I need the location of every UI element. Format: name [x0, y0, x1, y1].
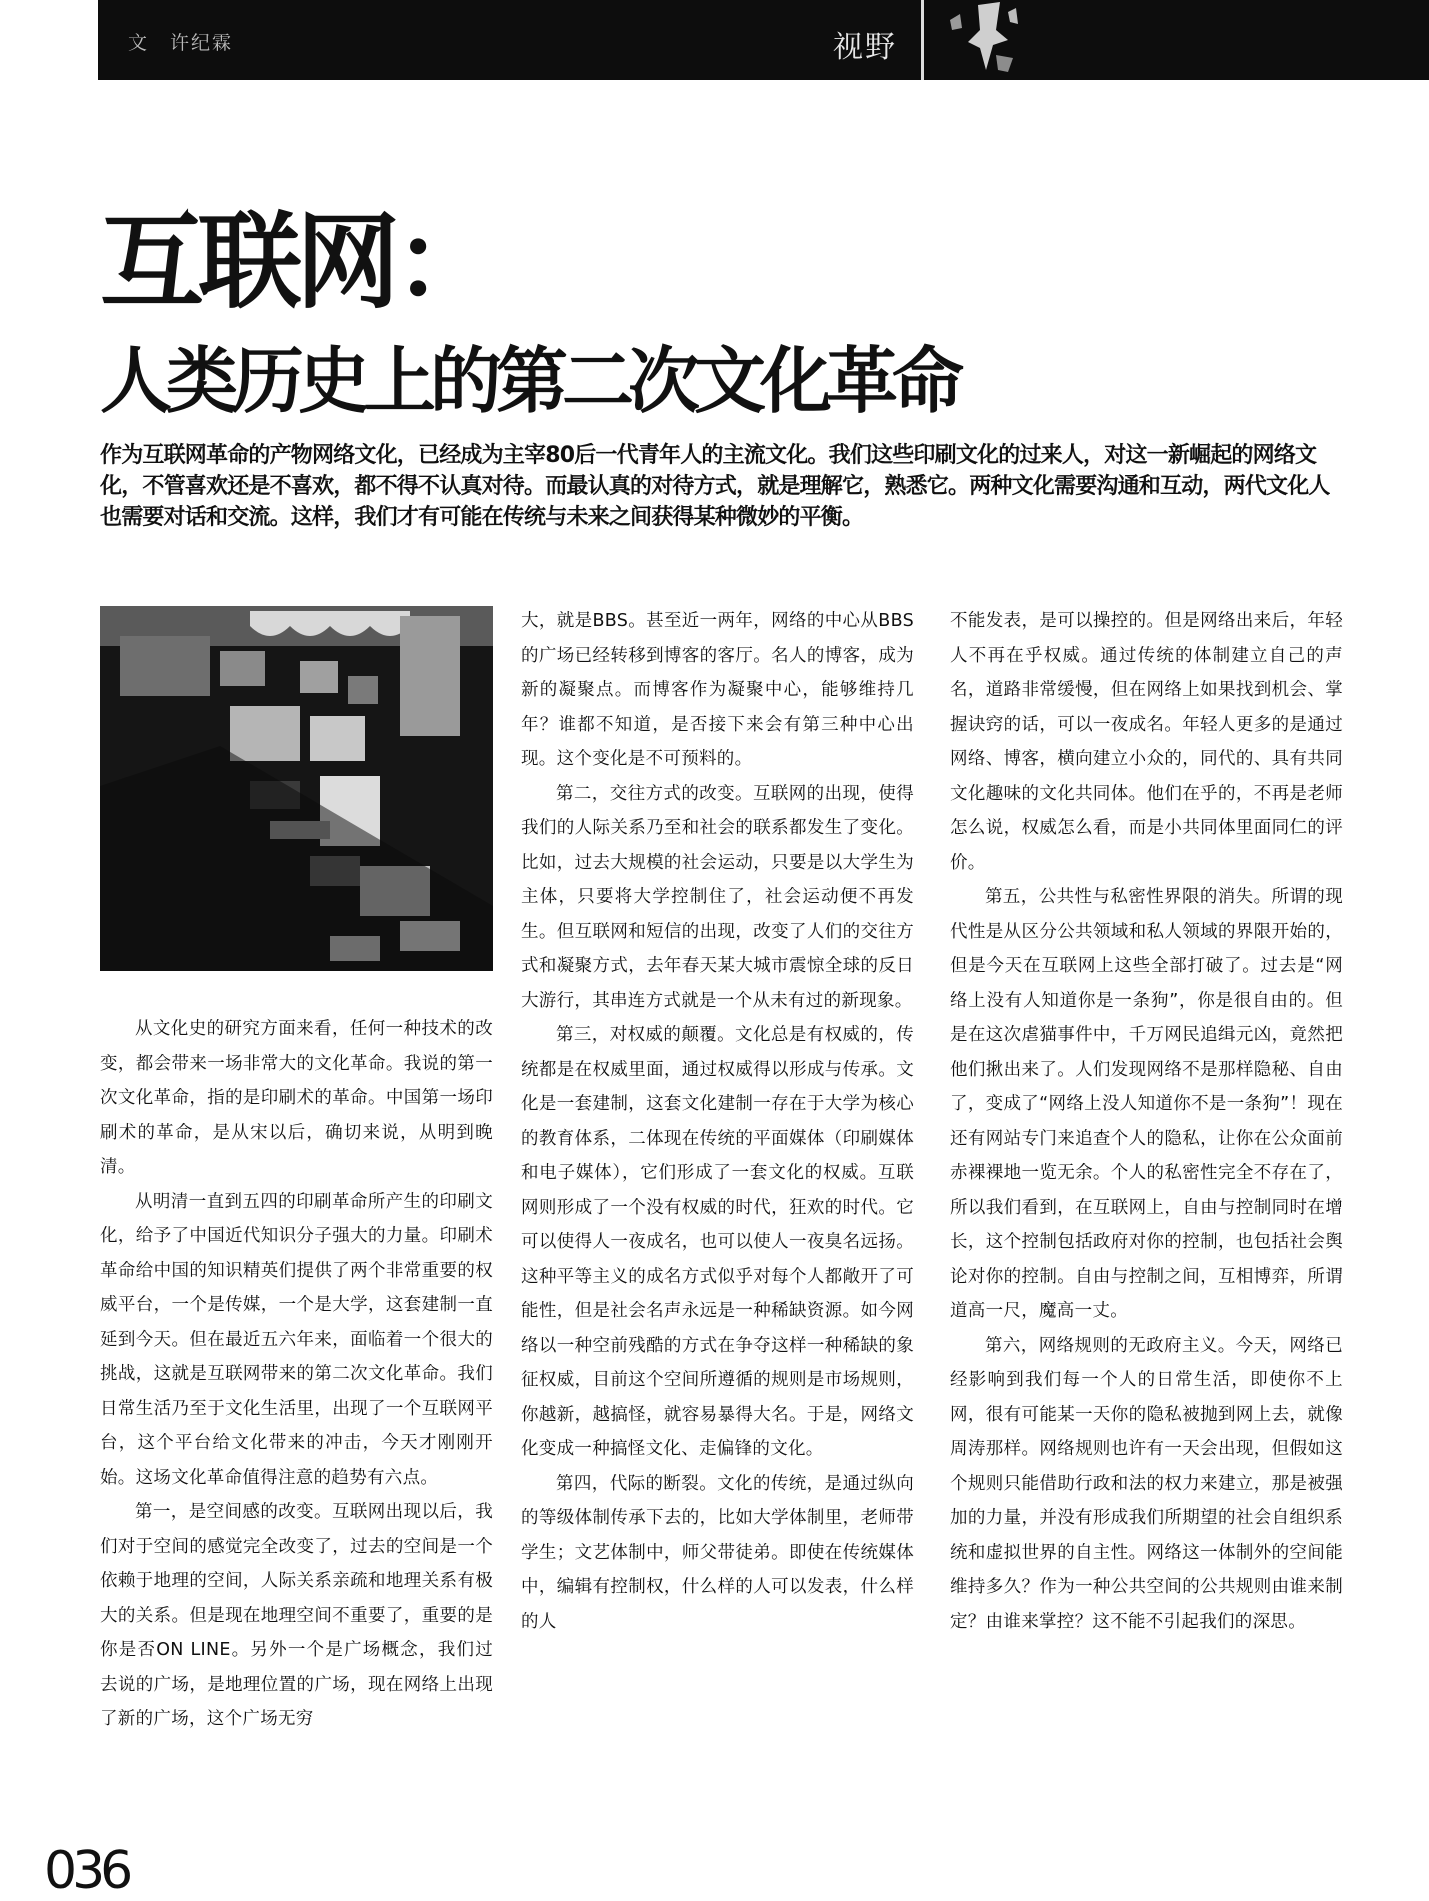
header-decoration-graphic [938, 0, 1033, 80]
paragraph: 从文化史的研究方面来看，任何一种技术的改变，都会带来一场非常大的文化革命。我说的第一次文化革命，指的是印刷术的革命。中国第一场印刷术的革命，是从宋以后，确切来说，从明到晚清。 [100, 1019, 493, 1177]
article-lede: 作为互联网革命的产物网络文化，已经成为主宰80后一代青年人的主流文化。我们这些印刷文化的过来人，对这一新崛起的网络文化，不管喜欢还是不喜欢，都不得不认真对待。而最认真的对待方式，就是理解它，熟悉它。两种文化需要沟通和互动，两代文化人也需要对话和交流。这样，我们才有可能在传统与未来之间获得某种微妙的平衡。 [100, 443, 1330, 530]
paragraph: 第二，交往方式的改变。互联网的出现，使得我们的人际关系乃至和社会的联系都发生了变化。比如，过去大规模的社会运动，只要是以大学生为主体，只要将大学控制住了，社会运动便不再发生。但互联网和短信的出现，改变了人们的交往方式和凝聚方式，去年春天某大城市震惊全球的反日大游行，其串连方式就是一个从未有过的新现象。 [521, 783, 914, 1011]
paragraph: 第三，对权威的颠覆。文化总是有权威的，传统都是在权威里面，通过权威得以形成与传承。文化是一套建制，这套文化建制一存在于大学为核心的教育体系，二体现在传统的平面媒体（印刷媒体和电子媒体），它们形成了一套文化的权威。互联网则形成了一个没有权威的时代，狂欢的时代。它可以使得人一夜成名，也可以使人一夜臭名远扬。这种平等主义的成名方式似乎对每个人都敞开了可能性，但是社会名声永远是一种稀缺资源。如今网络以一种空前残酷的方式在争夺这样一种稀缺的象征权威，目前这个空间所遵循的规则是市场规则，你越新，越搞怪，就容易暴得大名。于是，网络文化变成一种搞怪文化、走偏锋的文化。 [521, 1025, 914, 1459]
paragraph: 大，就是BBS。甚至近一两年，网络的中心从BBS的广场已经转移到博客的客厅。名人的博客，成为新的凝聚点。而博客作为凝聚中心，能够维持几年？谁都不知道，是否接下来会有第三种中心出现。这个变化是不可预料的。 [521, 611, 914, 769]
paragraph: 第四，代际的断裂。文化的传统，是通过纵向的等级体制传承下去的，比如大学体制里，老师带学生；文艺体制中，师父带徒弟。即使在传统媒体中，编辑有控制权，什么样的人可以发表，什么样的人 [521, 1473, 914, 1632]
section-label: 视野 [833, 30, 897, 65]
paragraph: 第一，是空间感的改变。互联网出现以后，我们对于空间的感觉完全改变了，过去的空间是一个依赖于地理的空间，人际关系亲疏和地理关系有极大的关系。但是现在地理空间不重要了，重要的是你是否ON LINE。另外一个是广场概念，我们过去说的广场，是地理位置的广场，现在网络上出现了新的广场，这个广场无穷 [100, 1502, 493, 1729]
header-divider [921, 0, 924, 80]
header-bar [98, 0, 1429, 80]
paragraph: 不能发表，是可以操控的。但是网络出来后，年轻人不再在乎权威。通过传统的体制建立自己的声名，道路非常缓慢，但在网络上如果找到机会、掌握诀窍的话，可以一夜成名。年轻人更多的是通过网络、博客，横向建立小众的，同代的、具有共同文化趣味的文化共同体。他们在乎的，不再是老师怎么说，权威怎么看，而是小共同体里面同仁的评价。 [950, 611, 1343, 873]
page-number: 036 [44, 1841, 129, 1901]
text-column-2 [521, 604, 914, 1639]
paragraph: 第六，网络规则的无政府主义。今天，网络已经影响到我们每一个人的日常生活，即使你不上网，很有可能某一天你的隐私被抛到网上去，就像周涛那样。网络规则也许有一天会出现，但假如这个规则只能借助行政和法的权力来建立，那是被强加的力量，并没有形成我们所期望的社会自组织系统和虚拟世界的自主性。网络这一体制外的空间能维持多久？作为一种公共空间的公共规则由谁来制定？由谁来掌控？这不能不引起我们的深思。 [950, 1335, 1343, 1632]
author-byline: 文 许纪霖 [128, 32, 234, 54]
text-column-1 [100, 1012, 493, 1737]
article-subtitle: 人类历史上的第二次文化革命 [100, 338, 959, 423]
paragraph: 从明清一直到五四的印刷革命所产生的印刷文化，给予了中国近代知识分子强大的力量。印刷术革命给中国的知识精英们提供了两个非常重要的权威平台，一个是传媒，一个是大学，这套建制一直延到今天。但在最近五六年来，面临着一个很大的挑战，这就是互联网带来的第二次文化革命。我们日常生活乃至于文化生活里，出现了一个互联网平台，这个平台给文化带来的冲击，今天才刚刚开始。这场文化革命值得注意的趋势有六点。 [100, 1191, 493, 1488]
internet-cafe-photo [100, 606, 493, 971]
text-column-3 [950, 604, 1343, 1639]
paragraph: 第五，公共性与私密性界限的消失。所谓的现代性是从区分公共领域和私人领域的界限开始的，但是今天在互联网上这些全部打破了。过去是“网络上没有人知道你是一条狗”，你是很自由的。但是在这次虐猫事件中，千万网民追缉元凶，竟然把他们揪出来了。人们发现网络不是那样隐秘、自由了，变成了“网络上没人知道你不是一条狗”！现在还有网站专门来追查个人的隐私，让你在公众面前赤裸裸地一览无余。个人的私密性完全不存在了，所以我们看到，在互联网上，自由与控制同时在增长，这个控制包括政府对你的控制，也包括社会舆论对你的控制。自由与控制之间，互相博弈，所谓道高一尺，魔高一丈。 [950, 887, 1343, 1321]
article-title: 互联网： [100, 200, 493, 323]
